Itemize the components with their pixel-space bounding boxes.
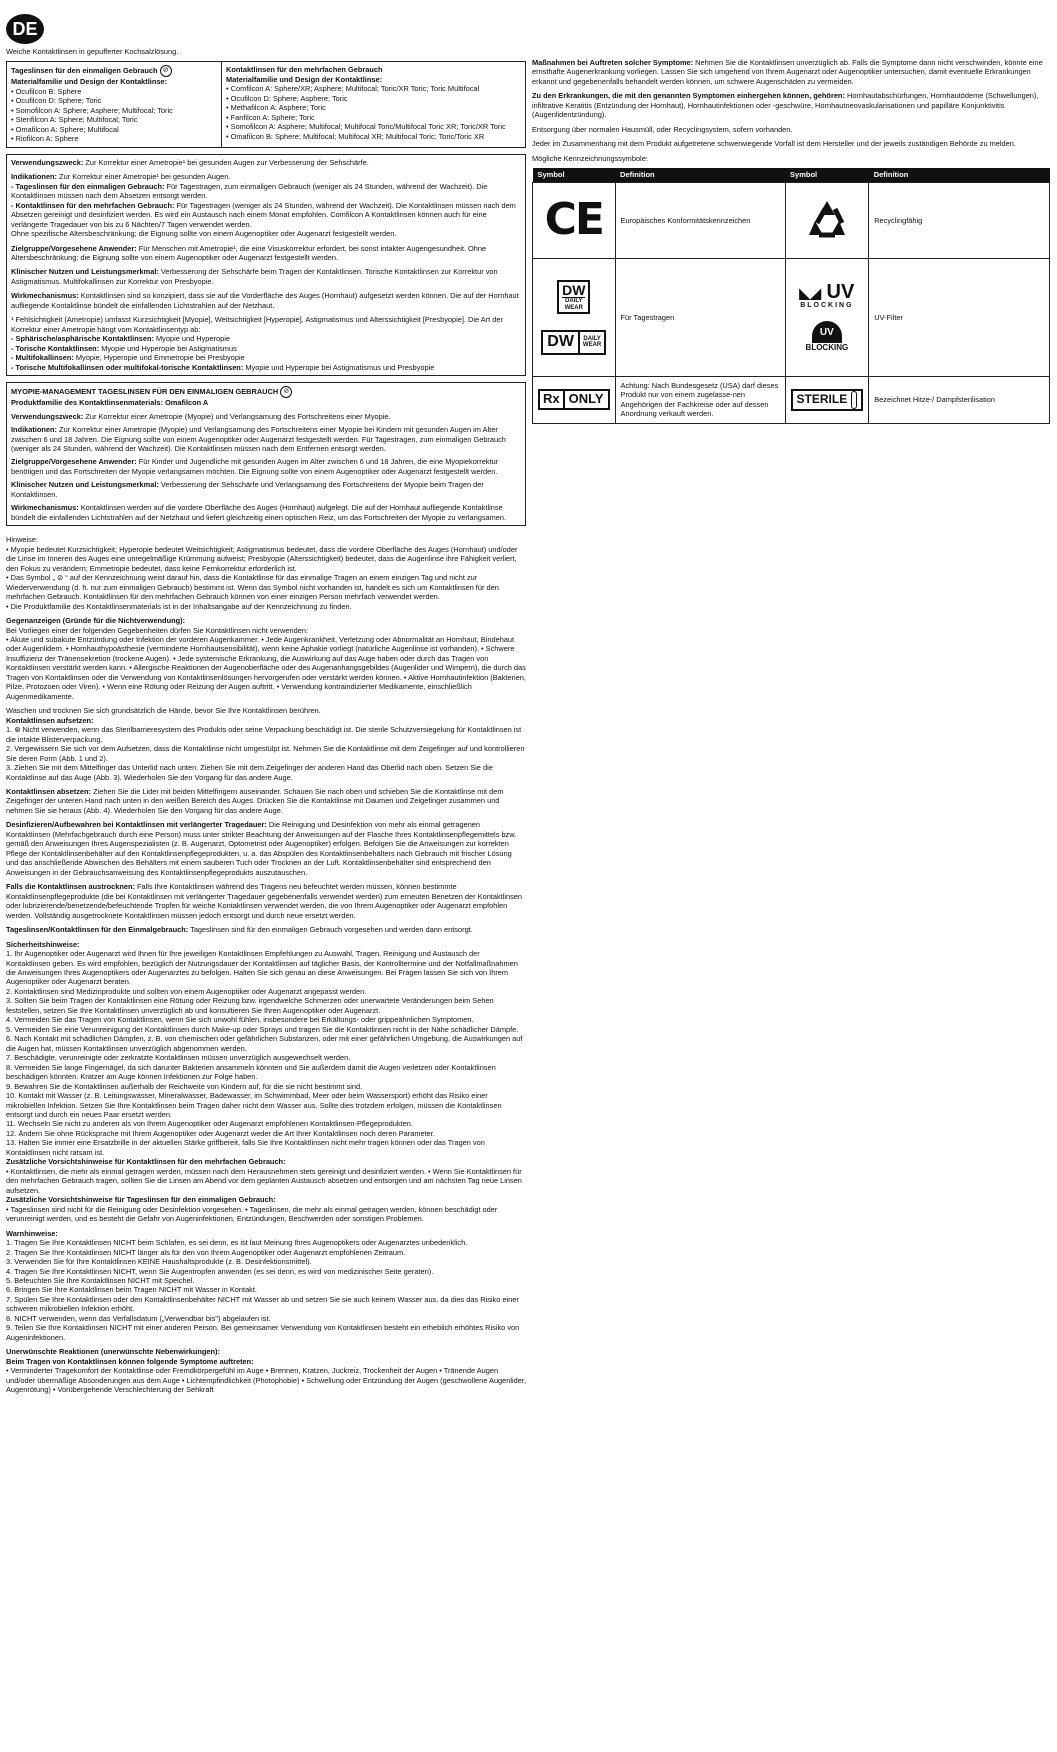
- target-label: Zielgruppe/Vorgesehene Anwender:: [11, 243, 137, 253]
- single-use-title: Tageslinsen für den einmaligen Gebrauch: [11, 66, 158, 76]
- symbols-table: [532, 168, 1050, 423]
- insertion-title: Kontaktlinsen aufsetzen:: [6, 715, 94, 725]
- uv-bot: BLOCKING: [800, 301, 854, 309]
- list-item: • Fanfilcon A: Sphere; Toric: [226, 112, 315, 122]
- list-item: 6. Bringen Sie Ihre Kontaktlinsen beim Tragen NICHT mit Wasser in Kontakt.: [6, 1285, 257, 1295]
- lens-type-item: [11, 353, 521, 362]
- list-item: • Methafilcon A: Asphere; Toric: [226, 103, 326, 113]
- list-item: 4. Vermeiden Sie das Tragen von Kontaktlinsen, wenn Sie sich unwohl fühlen, insbesondere bei Erkältungs- oder grippeähnlichen Symptomen.: [6, 1015, 474, 1025]
- list-item: 3. Ziehen Sie mit dem Mittelfinger das Unterlid nach unten. Ziehen Sie mit dem Zeigefinger der anderen Hand das Oberlid nach oben. Setzen Sie die Kontaktlinse auf das Auge (Abb. 3). Wiederholen Sie den Vorgang für das andere Auge.: [6, 763, 493, 782]
- lens-type-text: Myopie und Hyperopie bei Astigmatismus: [99, 343, 237, 353]
- rx-a: Rx: [540, 391, 565, 408]
- benefit-label: Klinischer Nutzen und Leistungsmerkmal:: [11, 267, 159, 277]
- myopia-mechanism-label: Wirkmechanismus:: [11, 503, 79, 513]
- lens-type-item: [11, 363, 521, 372]
- right-column: [532, 58, 1050, 424]
- list-item: 2. Vergewissern Sie sich vor dem Aufsetzen, dass die Kontaktlinse nicht umgestülpt ist. Nehmen Sie die Kontaktlinse mit dem Zeigefinger auf und kontrollieren Sie deren Form (Abb. 1 und 2).: [6, 744, 525, 763]
- symptoms-measures-label: Maßnahmen bei Auftreten solcher Symptome:: [532, 58, 694, 67]
- extra-daily-title: Zusätzliche Vorsichtshinweise für Tageslinsen für den einmaligen Gebrauch:: [6, 1195, 276, 1205]
- disposal-text: Entsorgung über normalen Hausmüll, oder Recyclingsystem, sofern vorhanden.: [532, 124, 793, 134]
- list-item: 13. Halten Sie immer eine Ersatzbrille in der aktuellen Stärke griffbereit, falls Sie Ihre Kontaktlinsen nicht mehr tragen können oder das Tragen von Kontaktlinsen nicht ratsam ist.: [6, 1138, 485, 1157]
- myopia-benefit-label: Klinischer Nutzen und Leistungsmerkmal:: [11, 480, 159, 490]
- contraindications-title: Gegenanzeigen (Gründe für die Nichtverwendung):: [6, 616, 186, 626]
- list-item: 5. Vermeiden Sie eine Verunreinigung der Kontaktlinsen durch Make-up oder Sprays und tragen Sie die Kontaktlinsen nicht in der Nähe schädlicher Dämpfe.: [6, 1024, 519, 1034]
- lens-type-text: Myopie und Hyperopie: [153, 334, 230, 344]
- list-item: • Die Produktfamilie des Kontaktlinsenmaterials ist in der Inhaltsangabe auf der Kennzeichnung zu finden.: [6, 601, 352, 611]
- symbol-header-2: Symbol: [785, 168, 869, 182]
- extra-multi-title: Zusätzliche Vorsichtshinweise für Kontaktlinsen für den mehrfachen Gebrauch:: [6, 1157, 286, 1167]
- dw-small-3: DAILY: [583, 335, 601, 342]
- notes-list: [6, 545, 526, 611]
- list-item: • Ocufilcon B: Sphere: [11, 86, 82, 96]
- diseases-label: Zu den Erkrankungen, die mit den genannten Symptomen einhergehen können, gehören:: [532, 91, 845, 101]
- multi-use-subtitle: Materialfamilie und Design der Kontaktlinse:: [226, 74, 383, 84]
- myopia-purpose-text: Zur Korrektur einer Ametropie (Myopie) und Verlangsamung des Fortschreitens einer Myopie.: [83, 411, 391, 421]
- indication-multi-label: - Kontaktlinsen für den mehrfachen Gebrauch:: [11, 200, 175, 210]
- list-item: 2. Kontaktlinsen sind Medizinprodukte und sollten von einem Augenoptiker oder Augenarzt angepasst werden.: [6, 986, 367, 996]
- mechanism-text: Kontaktlinsen sind so konzipiert, dass sie auf die Vorderfläche des Auges (Hornhaut) aufgesetzt werden können. Die auf der Hornhaut aufliegende Kontaktlinse bündelt die einfallenden Lichtstrahlen auf der Netzhaut.: [11, 291, 519, 310]
- multi-use-title: Kontaktlinsen für den mehrfachen Gebrauch: [226, 65, 383, 75]
- myopia-target-label: Zielgruppe/Vorgesehene Anwender:: [11, 457, 137, 467]
- contraindications-intro: Bei Vorliegen einer der folgenden Gegebenheiten dürfen Sie Kontaktlinsen nicht verwenden:: [6, 625, 308, 635]
- list-item: • Myopie bedeutet Kurzsichtigkeit; Hyperopie bedeutet Weitsichtigkeit; Astigmatismus bedeutet, dass die vordere Oberfläche des Auges (Hornhaut) und/oder die Linse im Inneren des Auges eine unregelmäßige Krümmung aufweist; Presbyopie (Alterssichtigkeit) bedeutet, dass die Augenlinse ihre Fähigkeit verliert, den Fokus zu verändern; Emmetropie bedeutet, dass keine Fernkorrektur erforderlich ist.: [6, 544, 518, 573]
- myopia-indication-text: Zur Korrektur einer Ametropie (Myopie) und Verlangsamung des Fortschreitens einer Myopie bei Kindern mit gesunden Augen im Alter zwischen 6 und 18 Jahren. Die Eignung sollte von einem Augenoptiker oder Augenarzt festgestellt werden. Für Tagestragen, zum einmaligen Gebrauch (weniger als 24 Stunden, während der Wachzeit). Die Kontaktlinsen müssen nach dem Entfernen entsorgt werden.: [11, 425, 506, 453]
- sterile-icon: [791, 389, 864, 411]
- list-item: 4. Tragen Sie Ihre Kontaktlinsen NICHT, wenn Sie Augentropfen anwenden (es sei denn, es wird von medizinischer Seite geraten).: [6, 1266, 434, 1276]
- removal-text: Ziehen Sie die Lider mit beiden Mittelfingern auseinander. Schauen Sie nach oben und schieben Sie die Kontaktlinse mit dem Zeigefinger der unteren Hand nach unten in den weißen Bereich des Auges. Drücken Sie die Kontaktlinse mit Daumen und Zeigefinger zusammen und nehmen Sie sie heraus (Abb. 4). Wiederholen Sie den Vorgang für das andere Auge.: [6, 787, 504, 815]
- drying-text: Falls Ihre Kontaktlinsen während des Tragens neu befeuchtet werden müssen, können bestimmte Kontaktlinsenpflegeprodukte (die bei Kontaktlinsen mit verlängerter Tragedauer gegebenenfalls verwendet werden) zum erneuten Benetzen der Kontaktlinsen oder lubrizierende/benetzende/befeuchtende Tropfen für weiche Kontaktlinsen verwendet werden, die von Ihrem Augenoptiker oder Augenarzt empfohlen werden. Vollständig ausgetrocknete Kontaktlinsen müssen jedoch entsorgt und durch neue ersetzt werden.: [6, 882, 523, 920]
- sterile-definition: Bezeichnet Hitze-/ Dampfsterilisation: [869, 376, 1050, 423]
- dw-small-2: WEAR: [564, 304, 583, 311]
- dw-code-2: DW: [543, 332, 580, 352]
- wash-hands-text: Waschen und trocknen Sie sich grundsätzlich die Hände, bevor Sie Ihre Kontaktlinsen berühren.: [6, 706, 321, 716]
- contraindications-text: • Akute und subakute Entzündung oder Infektion der vorderen Augenkammer. • Jede Augenkrankheit, Verletzung oder Abnormalität an Hornhaut, Bindehaut oder Augenlidern. • Hornhauthypoästhesie (verminderte Hornhautsensibilität), wenn keine Aphakie vorliegt (natürliche Augenlinse ist vorhanden). • Schwere Insuffizienz der Tränensekretion (trockene Augen). • Jede systemische Erkrankung, die Auswirkung auf das Auge haben oder durch das Tragen von Kontaktlinsen verstärkt werden kann. • Allergische Reaktionen der Augenoberfläche oder des Augenanhangsgebildes (Augenlider und Wimpern), die durch das Tragen von Kontaktlinsen oder die Verwendung von Kontaktlinsenlösungen hervorgerufen oder verstärkt werden können. • Aktive Hornhautinfektion (Bakterien, Pilze, Protozoen oder Viren). • Wenn eine Rötung oder Reizung der Augen auftritt. • Verwendung kontraindizierter Medikamente, einschließlich Augenmedikamente.: [6, 634, 526, 701]
- dw-small-4: WEAR: [582, 342, 602, 349]
- list-item: 8. Vermeiden Sie lange Fingernägel, da sich darunter Bakterien ansammeln könnten und Sie außerdem damit die Augen verletzen oder Kontaktlinsen beschädigen könnten. Kratzer am Auge können Infektionen zur Folge haben.: [6, 1062, 496, 1082]
- removal-label: Kontaktlinsen absetzen:: [6, 787, 92, 796]
- list-item: • Somofilcon A: Sphere; Asphere; Multifocal; Toric: [11, 105, 173, 115]
- daily-wear-definition: Für Tagestragen: [615, 258, 785, 376]
- list-item: • Comfilcon A: Sphere/XR; Asphere; Multifocal; Toric/XR Toric; Toric Multifocal: [226, 84, 480, 94]
- myopia-purpose-label: Verwendungszweck:: [11, 411, 84, 421]
- list-item: 7. Spülen Sie Ihre Kontaktlinsen oder den Kontaktlinsenbehälter NICHT mit Wasser ab und setzen Sie sie auch keinem Wasser aus, da dies das Risiko einer schweren mikrobiellen Infektion erhöht.: [6, 1294, 519, 1314]
- purpose-label: Verwendungszweck:: [11, 157, 84, 167]
- list-item: • Somofilcon A: Asphere; Multifocal; Multifocal Toric/Multifocal Toric XR; Toric/XR Toric: [226, 122, 506, 132]
- insertion-steps: [6, 725, 526, 782]
- incident-report-text: Jeder im Zusammenhang mit dem Produkt aufgetretene schwerwiegende Vorfall ist dem Hersteller und der jeweils zuständigen Behörde zu melden.: [532, 139, 1016, 149]
- multi-use-column: [222, 62, 525, 146]
- disinfection-text: Die Reinigung und Desinfektion von mehr als einmal getragenen Kontaktlinsen (Mehrfachgebrauch durch eine Person) muss unter strikter Beachtung der Anweisungen auf der Flasche Ihres Kontaktlinsenpflegemittels bzw. gemäß den Anweisungen Ihres Augenspezialisten (z. B. Augenarzt, Optometrist oder Augenoptiker) erfolgen. Befolgen Sie die Anweisungen zur korrekten Pflege der Kontaktlinsenbehälter auf den Kontaktlinsenpflegeprodukten, u. a. das Abspülen des Kontaktlinsenbehälters nach Gebrauch mit frischer Lösung und das anschließende Abwischen des Behälters mit einem sauberen Tuch oder Trocknen an der Luft. Kontaktlinsenbehälter sind entsprechend den Anweisungen in der Gebrauchsanweisung des Kontaktlinsenpflegeprodukts auszutauschen.: [6, 820, 517, 877]
- myopia-mechanism-text: Kontaktlinsen werden auf die vordere Oberfläche des Auges (Hornhaut) aufgelegt. Die auf der Hornhaut aufliegende Kontaktlinse bündelt die einfallenden Lichtstrahlen auf der Netzhaut und liefert gleichzeitig einen optischen Reiz, um das Fortschreiten der Myopie zu verlangsamen.: [11, 503, 507, 522]
- diseases-text: Hornhautabschürfungen, Hornhautödeme (Schwellungen), infiltrative Keratitis (Entzündung der Hornhaut), Hornhautinfektionen oder -geschwüre, Hornhautneovaskularisationen und papilläre Konjunktivitis (Augenlidentzündung).: [532, 91, 1039, 120]
- myopia-indication-label: Indikationen:: [11, 425, 57, 435]
- indication-multi-text: Für Tagestragen (weniger als 24 Stunden, während der Wachzeit). Die Kontaktlinsen müssen nach dem Absetzen gereinigt und desinfiziert werden. Es wird ein Austausch nach einem Monat empfohlen. Comfilcon A Kontaktlinsen können auch für eine verlängerte Tragedauer von bis zu 6 Nächten/7 Tagen verwendet werden.: [11, 200, 516, 229]
- list-item: 1. ⊗ Nicht verwenden, wenn das Sterilbarrieresystem des Produkts oder seine Verpackung beschädigt ist. Die sterile Schutzversiegelung für Kontaktlinsen ist die intakte Blisterverpackung.: [6, 725, 522, 744]
- indication-label: Indikationen:: [11, 172, 57, 182]
- list-item: 2. Tragen Sie Ihre Kontaktlinsen NICHT länger als für den von Ihrem Augenoptiker oder Augenarzt empfohlenen Zeitraum.: [6, 1247, 406, 1257]
- lens-types-list: [11, 334, 521, 372]
- list-item: • Riofilcon A: Sphere: [11, 134, 79, 144]
- definition-header-2: Definition: [869, 168, 1050, 182]
- symbol-header: Symbol: [533, 168, 616, 182]
- rx-definition: Achtung: Nach Bundesgesetz (USA) darf dieses Produkt nur von einem zugelasse-nen Angehörigen der Fachkreise oder auf dessen Anordnung verkauft werden.: [615, 376, 785, 423]
- indication-text: Zur Korrektur einer Ametropie¹ bei gesunden Augen.: [57, 172, 231, 182]
- rx-b: ONLY: [568, 391, 604, 407]
- daily-wear-icon-2: [541, 330, 606, 354]
- extra-multi-text: • Kontaktlinsen, die mehr als einmal getragen werden, müssen nach dem Herausnehmen stets gereinigt und desinfiziert werden. • Wenn Sie Kontaktlinsen für den mehrfachen Gebrauch tragen, sollten Sie die Linsen am Abend vor dem geplanten Austausch absetzen und entsorgen und am nächsten Tag neue Linsen aufsetzen.: [6, 1166, 522, 1195]
- list-item: 12. Ändern Sie ohne Rücksprache mit Ihrem Augenoptiker oder Augenarzt weder die Art Ihrer Kontaktlinsen noch deren Parameter.: [6, 1128, 435, 1138]
- list-item: 7. Beschädigte, verunreinigte oder zerkratzte Kontaktlinsen müssen unverzüglich ausgewechselt werden.: [6, 1053, 351, 1063]
- list-item: • Ocufilcon D: Sphere; Asphere; Toric: [226, 93, 348, 103]
- myopia-title: MYOPIE-MANAGEMENT TAGESLINSEN FÜR DEN EINMALIGEN GEBRAUCH: [11, 387, 279, 397]
- lens-type-label: - Torische Multifokallinsen oder multifokal-torische Kontaktlinsen:: [11, 362, 244, 372]
- intro-text: Weiche Kontaktlinsen in gepufferter Kochsalzlösung.: [6, 47, 179, 56]
- list-item: 8. NICHT verwenden, wenn das Verfallsdatum („Verwendbar bis") abgelaufen ist.: [6, 1313, 271, 1323]
- list-item: 3. Verwenden Sie für Ihre Kontaktlinsen KEINE Haushaltsprodukte (z. B. Desinfektionsmittel).: [6, 1257, 312, 1267]
- list-item: 6. Nach Kontakt mit schädlichen Dämpfen, z. B. von chemischen oder gefährlichen Substanzen, oder mit einer gefährlichen Umgebung, die Auswirkungen auf die Augen hat, müssen Kontaktlinsen unverzüglich abgenommen werden.: [6, 1034, 523, 1053]
- indication-note: Ohne spezifische Altersbeschränkung; die Eignung sollte von einem Augenoptiker oder Augenarzt festgestellt werden.: [11, 229, 397, 239]
- indication-daily-text: Für Tagestragen, zum einmaligen Gebrauch (weniger als 24 Stunden, während der Wachzeit). Die Kontaktlinsen müssen nach dem Absetzen entsorgt werden.: [11, 181, 488, 201]
- symptoms-measures-text: Nehmen Sie die Kontaktlinsen unverzüglich ab. Falls die Symptome dann nicht verschwinden, könnte eine ernsthafte Augenerkrankung vorliegen. Lassen Sie sich umgehend von Ihrem Augenarzt oder Augenoptiker untersuchen, damit eventuelle Erkrankungen erkannt und gegebenenfalls behandelt werden können, um schwere Augenschäden zu vermeiden.: [532, 58, 1043, 86]
- list-item: 11. Wechseln Sie nicht zu anderen als von Ihrem Augenoptiker oder Augenarzt empfohlenen Kontaktlinsen-Pflegeprodukten.: [6, 1119, 413, 1129]
- lens-type-item: [11, 344, 521, 353]
- warnings-list: [6, 1238, 526, 1342]
- daily-wear-icon: [557, 280, 590, 314]
- myopia-benefit-text: Verbesserung der Sehschärfe und Verlangsamung des Fortschreitens der Myopie beim Tragen der Kontaktlinsen.: [11, 480, 484, 499]
- lens-type-text: Myopie und Hyperopie bei Astigmatismus und Presbyopie: [243, 362, 435, 372]
- general-info-box: [6, 154, 526, 376]
- recycle-icon: [785, 182, 869, 258]
- list-item: 10. Kontakt mit Wasser (z. B. Leitungswasser, Mineralwasser, Badewasser, im Schwimmbad, Meer oder beim Wassersport) erhöht das Risiko einer mikrobiellen Infektion. Setzen Sie Ihre Kontaktlinsen beim Tragen daher nicht dem Wasser aus. Sollte dies trotzdem erfolgen, müssen die Kontaktlinsen entsorgt und durch ein neues Paar ersetzt werden.: [6, 1091, 502, 1119]
- safety-list: [6, 949, 526, 1157]
- uv-definition: UV-Filter: [869, 258, 1050, 376]
- rx-only-icon: [538, 389, 610, 410]
- benefit-text: Verbesserung der Sehschärfe beim Tragen der Kontaktlinsen. Torische Kontaktlinsen zur Korrektur von Astigmatismus. Multifokallinsen zur Korrektur von Presbyopie.: [11, 267, 498, 286]
- lens-type-label: - Multifokallinsen:: [11, 353, 74, 363]
- myopia-subtitle: Produktfamilie des Kontaktlinsenmaterials: Omafilcon A: [11, 398, 209, 408]
- symbols-intro: Mögliche Kennzeichnungssymbole:: [532, 153, 648, 163]
- single-use-column: [7, 62, 222, 146]
- list-item: 5. Befeuchten Sie Ihre Kontaktlinsen NICHT mit Speichel.: [6, 1275, 195, 1285]
- notes-title: Hinweise:: [6, 535, 39, 545]
- uv-top: UV: [826, 280, 855, 303]
- dw-small-1: DAILY: [562, 297, 585, 305]
- list-item: • Das Symbol „ ⊘ “ auf der Kennzeichnung weist darauf hin, dass die Kontaktlinse für das einmalige Tragen an einem einzigen Tag und nicht zur Wiederverwendung (d. h. nur zum einmaligen Gebrauch) bestimmt ist. Wenn das Symbol nicht vorhanden ist, handelt es sich um Kontaktlinsen für den mehrfachen Gebrauch. Kontaktlinsen für den mehrfachen Gebrauch können von einer einzigen Person mehrfach verwendet werden.: [6, 573, 499, 602]
- list-item: 9. Teilen Sie Ihre Kontaktlinsen NICHT mit einer anderen Person. Bei gemeinsamer Verwendung von Kontaktlinsen besteht ein erheblich erhöhtes Risiko von Augeninfektionen.: [6, 1323, 520, 1342]
- list-item: 1. Ihr Augenoptiker oder Augenarzt wird Ihnen für Ihre jeweiligen Kontaktlinsen Empfehlungen zu Auswahl, Tragen, Reinigung und Austausch der Kontaktlinsen geben. Es wird empfohlen, bezüglich der Nutzungsdauer der Kontaktlinsen auf täglicher Basis, der Kontrolltermine und der Notfallmaßnahmen die Anweisungen Ihres Augenoptikers oder Augenarztes zu befolgen. Halten Sie sich genau an diese Anweisungen. Bei Fragen lassen Sie sich von Ihrem Augenoptiker oder Augenarzt beraten.: [6, 949, 518, 987]
- safety-title: Sicherheitshinweise:: [6, 939, 80, 949]
- adverse-title: Unerwünschte Reaktionen (unerwünschte Nebenwirkungen):: [6, 1347, 220, 1357]
- uv-blocking-icon: ◣◢ UV BLOCKING: [791, 282, 864, 311]
- left-column: [6, 2, 526, 1395]
- uv-blocking-icon-2: [791, 321, 864, 353]
- disinfection-label: Desinfizieren/Aufbewahren bei Kontaktlinsen mit verlängerter Tragedauer:: [6, 820, 267, 830]
- single-use-subtitle: Materialfamilie und Design der Kontaktlinse:: [11, 77, 168, 87]
- uv2-bot: BLOCKING: [805, 342, 849, 352]
- definition-header: Definition: [615, 168, 785, 182]
- target-text: Für Menschen mit Ametropie¹, die eine Visuskorrektur erfordert, bei sonst intakter Augengesundheit. Ohne Altersbeschränkung; die Eignung sollte von einem Augenoptiker oder Augenarzt festgestellt werden.: [11, 243, 487, 262]
- sterile-text: STERILE: [796, 392, 848, 407]
- ce-mark-icon: CE: [544, 194, 603, 246]
- list-item: 9. Bewahren Sie die Kontaktlinsen außerhalb der Reichweite von Kindern auf, für die sie nicht bestimmt sind.: [6, 1081, 363, 1091]
- mechanism-label: Wirkmechanismus:: [11, 291, 79, 301]
- lens-type-text: Myopie, Hyperopie und Emmetropie bei Presbyopie: [73, 353, 245, 363]
- no-reuse-icon: ⊘: [160, 65, 172, 77]
- dw-code: DW: [562, 281, 586, 298]
- list-item: • Stenfilcon A: Sphere; Multifocal; Toric: [11, 115, 138, 125]
- language-badge: DE: [6, 14, 44, 44]
- ametropia-footnote: ¹ Fehlsichtigkeit (Ametropie) umfasst Kurzsichtigkeit [Myopie], Weitsichtigkeit [Hyperopie], Astigmatismus und Alterssichtigkeit [Presbyopie]. Die Art der Korrektur einer Ametropie hängt vom Kontaktlinsentyp ab:: [11, 315, 503, 334]
- indication-daily-label: - Tageslinsen für den einmaligen Gebrauch:: [11, 181, 165, 191]
- extra-daily-text: • Tageslinsen sind nicht für die Reinigung oder Desinfektion vorgesehen. • Tageslinsen, die mehr als einmal getragen werden, können beschädigt oder verunreinigt werden, und es besteht die Gefahr von Augeninfektionen, Entzündungen, Beschwerden oder sonstigen Problemen.: [6, 1204, 498, 1224]
- notes-section: [6, 535, 526, 611]
- adverse-subtitle: Beim Tragen von Kontaktlinsen können folgende Symptome auftreten:: [6, 1356, 254, 1366]
- list-item: 3. Sollten Sie beim Tragen der Kontaktlinsen eine Rötung oder Reizung bzw. irgendwelche Schmerzen oder unerwartete Veränderungen beim Sehen feststellen, setzen Sie Ihre Kontaktlinsen unverzüglich ab und konsultieren Sie Ihren Augenoptiker oder Augenarzt.: [6, 996, 494, 1015]
- list-item: • Ocufilcon D: Sphere; Toric: [11, 96, 102, 106]
- warnings-title: Warnhinweise:: [6, 1228, 58, 1238]
- daily-lens-label: Tageslinsen/Kontaktlinsen für den Einmalgebrauch:: [6, 925, 189, 935]
- myopia-box: [6, 382, 526, 526]
- purpose-text: Zur Korrektur einer Ametropie¹ bei gesunden Augen zur Verbesserung der Sehschärfe.: [83, 157, 369, 167]
- multi-use-list: [226, 84, 521, 141]
- recycle-definition: Recyclingfähig: [869, 182, 1050, 258]
- daily-lens-text: Tageslinsen sind für den einmaligen Gebrauch vorgesehen und werden dann entsorgt.: [188, 925, 473, 935]
- ce-definition: Europäisches Konformitätskennzeichen: [615, 182, 785, 258]
- list-item: 1. Tragen Sie Ihre Kontaktlinsen NICHT beim Schlafen, es sei denn, es ist laut Meinung Ihres Augenoptikers oder Augenarztes unbedenklich.: [6, 1238, 468, 1248]
- lens-type-label: - Sphärische/asphärische Kontaktlinsen:: [11, 334, 154, 344]
- lens-type-label: - Torische Kontaktlinsen:: [11, 343, 100, 353]
- drying-label: Falls die Kontaktlinsen austrocknen:: [6, 882, 135, 892]
- no-reuse-icon: ⊘: [280, 386, 292, 398]
- list-item: • Omafilcon A: Sphere; Multifocal: [11, 124, 119, 134]
- lens-type-item: [11, 334, 521, 343]
- myopia-target-text: Für Kinder und Jugendliche mit gesunden Augen im Alter zwischen 6 und 18 Jahren, die eine Myopiekorrektur benötigen und das Fortschreiten der Myopie verlangsamen möchten. Die Eignung sollte von einem Augenoptiker oder Augenarzt festgestellt werden.: [11, 457, 499, 476]
- single-use-list: [11, 87, 217, 144]
- adverse-text: • Verminderter Tragekomfort der Kontaktlinse oder Fremdkörpergefühl im Auge • Brennen, Kratzen, Juckreiz, Trockenheit der Augen • Tränende Augen und/oder übermäßige Absonderungen aus dem Auge • Lichtempfindlichkeit (Photophobie) • Schwellung oder Entzündung der Augen (geschwollene Augenlider, Augenrötung) • Vorübergehende Verschlechterung der Sehkraft: [6, 1366, 526, 1395]
- material-table: [6, 61, 526, 147]
- list-item: • Omafilcon B: Sphere; Multifocal; Multifocal XR; Multifocal Toric; Toric/Toric XR: [226, 131, 485, 141]
- uv2-top: UV: [812, 321, 842, 343]
